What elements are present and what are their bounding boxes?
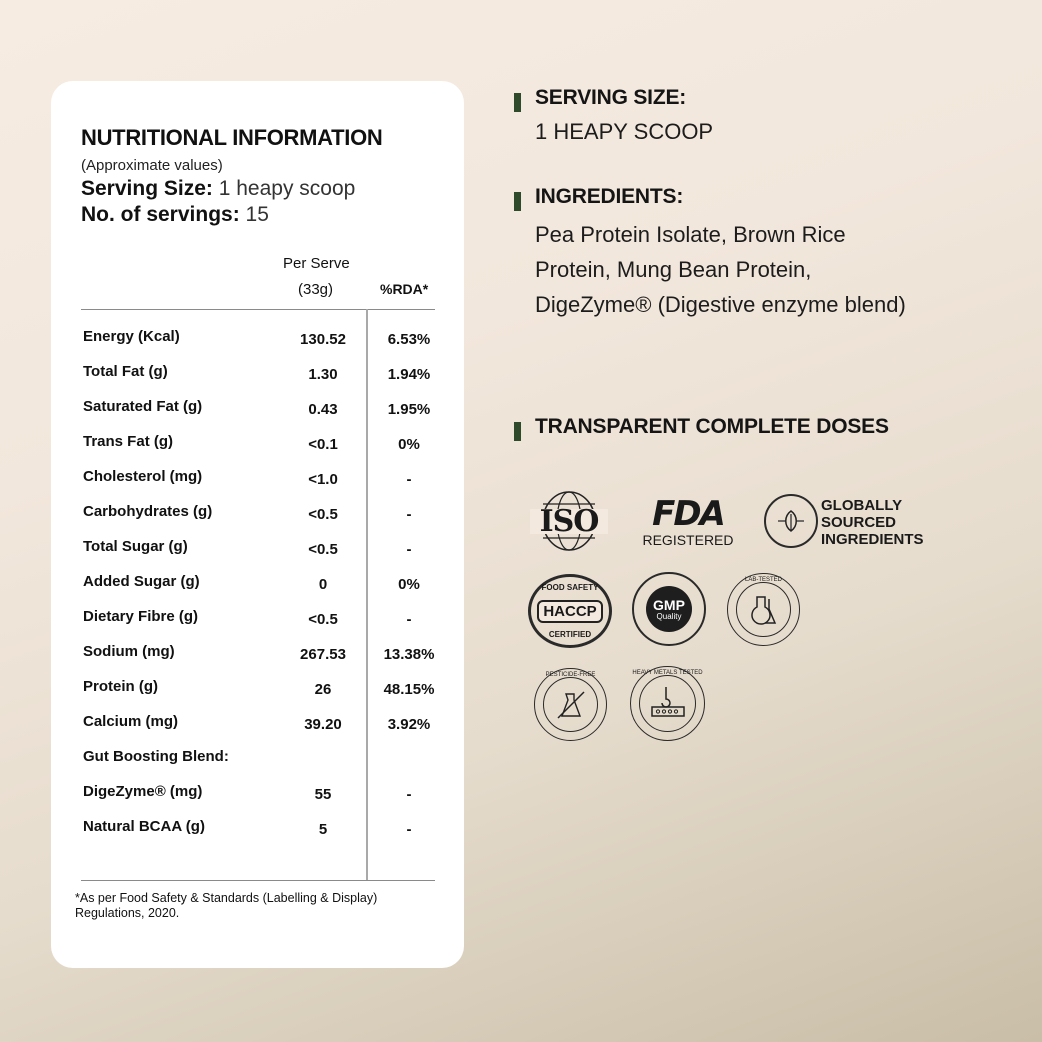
row-per-serve: 39.20 bbox=[304, 716, 342, 733]
gmp-quality-label: Quality bbox=[656, 611, 682, 621]
globe-leaf-icon bbox=[764, 494, 818, 548]
table-top-divider bbox=[81, 309, 435, 310]
row-label: Dietary Fibre (g) bbox=[83, 608, 199, 625]
row-rda: 1.95% bbox=[387, 401, 431, 418]
fda-label: FDA bbox=[652, 494, 724, 534]
row-rda: - bbox=[406, 611, 412, 628]
footnote: *As per Food Safety & Standards (Labelling & Display) Regulations, 2020. bbox=[75, 891, 378, 920]
ingredients-text: Pea Protein Isolate, Brown Rice Protein, Mung Bean Protein, DigeZyme® (Digestive enzyme blend) bbox=[535, 222, 906, 317]
table-row bbox=[83, 608, 443, 638]
fda-registered-label: REGISTERED bbox=[642, 532, 734, 548]
row-rda: - bbox=[406, 786, 412, 803]
row-rda: - bbox=[406, 506, 412, 523]
gmp-badge bbox=[632, 572, 706, 646]
accent-bar bbox=[514, 422, 521, 441]
row-label: Total Fat (g) bbox=[83, 363, 168, 380]
haccp-label: HACCP bbox=[537, 600, 602, 623]
table-row bbox=[83, 398, 443, 428]
row-per-serve: 5 bbox=[318, 821, 328, 838]
row-per-serve: 267.53 bbox=[300, 646, 346, 663]
table-row bbox=[83, 678, 443, 708]
table-row bbox=[83, 363, 443, 393]
row-label: Carbohydrates (g) bbox=[83, 503, 213, 520]
globally-sourced-label bbox=[821, 497, 924, 548]
gmp-core bbox=[646, 586, 692, 632]
pesticide-inner-ring bbox=[543, 677, 598, 732]
accent-bar bbox=[514, 93, 521, 112]
global-line-1: GLOBALLY bbox=[821, 497, 903, 514]
row-per-serve: <0.5 bbox=[308, 611, 338, 628]
table-row bbox=[83, 573, 443, 603]
row-label: Calcium (mg) bbox=[83, 713, 179, 730]
row-rda: - bbox=[406, 471, 412, 488]
column-header-rda: %RDA* bbox=[380, 281, 429, 297]
ingredients-heading: INGREDIENTS: bbox=[535, 185, 684, 208]
table-row bbox=[83, 433, 443, 463]
accent-bar bbox=[514, 192, 521, 211]
nutrition-title: NUTRITIONAL INFORMATION bbox=[81, 125, 383, 150]
pesticide-free-badge bbox=[534, 668, 607, 741]
row-label: Sodium (mg) bbox=[83, 643, 175, 660]
row-rda: 48.15% bbox=[383, 681, 435, 698]
fda-badge bbox=[640, 492, 736, 552]
table-row bbox=[83, 538, 443, 568]
row-per-serve: <0.5 bbox=[308, 506, 338, 523]
servings-line bbox=[81, 203, 269, 227]
row-rda: - bbox=[406, 821, 412, 838]
row-label: Energy (Kcal) bbox=[83, 328, 180, 345]
table-row bbox=[83, 713, 443, 743]
table-row bbox=[83, 818, 443, 848]
lab-tested-badge bbox=[727, 573, 800, 646]
table-row bbox=[83, 503, 443, 533]
row-label: Protein (g) bbox=[83, 678, 158, 695]
doses-heading: TRANSPARENT COMPLETE DOSES bbox=[535, 415, 889, 438]
iso-label: ISO bbox=[539, 503, 599, 539]
row-label: Total Sugar (g) bbox=[83, 538, 188, 555]
row-label: Trans Fat (g) bbox=[83, 433, 174, 450]
gmp-label: GMP bbox=[653, 596, 685, 613]
pesticide-ring-text: PESTICIDE-FREE bbox=[545, 672, 596, 678]
haccp-bottom-label: CERTIFIED bbox=[548, 630, 592, 639]
row-per-serve: 0.43 bbox=[308, 401, 338, 418]
servings-value: 15 bbox=[245, 203, 269, 226]
row-rda: 6.53% bbox=[387, 331, 431, 348]
serving-size-value: 1 heapy scoop bbox=[218, 177, 356, 200]
serving-size-label: Serving Size: bbox=[81, 177, 213, 200]
row-label: DigeZyme® (mg) bbox=[83, 783, 203, 800]
table-row bbox=[83, 328, 443, 358]
row-per-serve: <0.1 bbox=[308, 436, 338, 453]
row-rda: 13.38% bbox=[383, 646, 435, 663]
nutrition-card bbox=[51, 81, 464, 968]
global-line-3: INGREDIENTS bbox=[821, 531, 924, 548]
table-row bbox=[83, 468, 443, 498]
leaf-icon bbox=[776, 506, 806, 536]
lab-tested-ring-text: LAB-TESTED bbox=[744, 577, 782, 583]
row-rda: - bbox=[406, 541, 412, 558]
serving-size-line bbox=[81, 177, 355, 201]
serving-size-text: 1 HEAPY SCOOP bbox=[535, 119, 714, 144]
row-label: Saturated Fat (g) bbox=[83, 398, 203, 415]
table-row bbox=[83, 783, 443, 813]
row-rda: 1.94% bbox=[387, 366, 431, 383]
heavy-metals-ring-text: HEAVY METALS TESTED bbox=[632, 670, 703, 676]
table-row-section bbox=[83, 748, 443, 778]
row-rda: 0% bbox=[398, 436, 420, 453]
table-bottom-divider bbox=[81, 880, 435, 881]
row-per-serve: 0 bbox=[318, 576, 328, 593]
serving-size-heading: SERVING SIZE: bbox=[535, 86, 687, 109]
lab-tested-inner-ring bbox=[736, 582, 791, 637]
row-per-serve: 1.30 bbox=[308, 366, 338, 383]
row-per-serve: 26 bbox=[314, 681, 332, 698]
row-label: Added Sugar (g) bbox=[83, 573, 200, 590]
column-header-serve-size: (33g) bbox=[298, 281, 334, 298]
column-header-per-serve: Per Serve bbox=[283, 255, 350, 272]
row-label: Natural BCAA (g) bbox=[83, 818, 205, 835]
row-rda: 3.92% bbox=[387, 716, 431, 733]
row-per-serve: <0.5 bbox=[308, 541, 338, 558]
table-row bbox=[83, 643, 443, 673]
row-rda: 0% bbox=[398, 576, 420, 593]
heavy-metals-inner-ring bbox=[639, 675, 696, 732]
row-label: Gut Boosting Blend: bbox=[83, 748, 229, 765]
servings-label: No. of servings: bbox=[81, 203, 240, 226]
haccp-badge bbox=[528, 574, 612, 648]
row-per-serve: <1.0 bbox=[308, 471, 338, 488]
row-per-serve: 130.52 bbox=[300, 331, 346, 348]
haccp-top-label: FOOD SAFETY bbox=[541, 583, 599, 592]
iso-badge bbox=[528, 490, 610, 552]
nutrition-subtitle: (Approximate values) bbox=[81, 157, 223, 174]
row-per-serve: 55 bbox=[314, 786, 332, 803]
global-line-2: SOURCED bbox=[821, 514, 897, 531]
row-label: Cholesterol (mg) bbox=[83, 468, 203, 485]
heavy-metals-tested-badge bbox=[630, 666, 705, 741]
